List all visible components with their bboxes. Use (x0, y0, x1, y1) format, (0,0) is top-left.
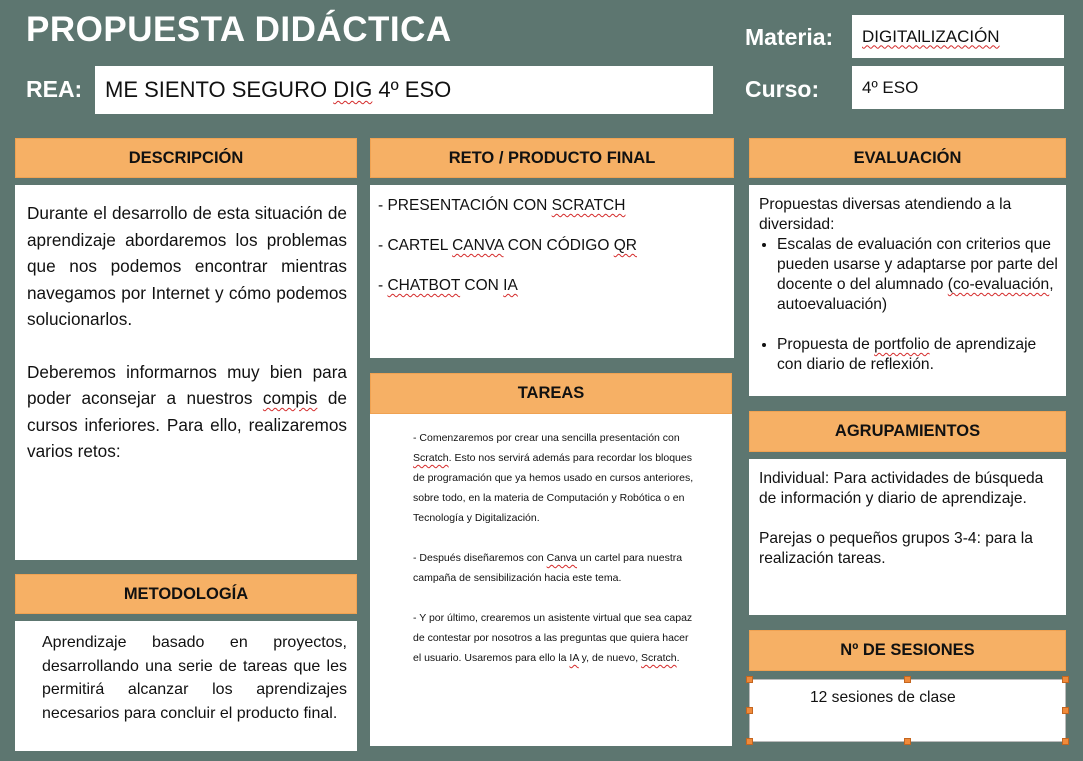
tareas-item-3-c: y, de nuevo, (578, 652, 642, 664)
evaluacion-intro: Propuestas diversas atendiendo a la diversidad: (759, 196, 1012, 233)
evaluacion-header: EVALUACIÓN (749, 138, 1066, 178)
evaluacion-box (749, 185, 1066, 396)
reto-item-2-c: CON CÓDIGO (503, 237, 614, 254)
tareas-item-2-c: un cartel para nuestra campaña de sensibilización hacia este tema. (413, 552, 683, 584)
reto-item-2-b: CANVA (452, 237, 504, 254)
curso-field[interactable] (852, 66, 1064, 109)
resize-handle-top-center[interactable] (904, 676, 911, 683)
evaluacion-bullet-1-a: Escalas de evaluación con criterios que pueden usarse y adaptarse por parte del docente o del alumnado (777, 236, 1058, 293)
descripcion-box (15, 185, 357, 560)
evaluacion-bullet-1-c: , autoevaluación) (777, 276, 1054, 313)
tareas-item-3-e: . (676, 652, 680, 664)
resize-handle-top-left[interactable] (746, 676, 753, 683)
rea-field[interactable] (95, 66, 713, 114)
evaluacion-bullet-1-b: (co-evaluación (947, 276, 1050, 293)
evaluacion-bullet-2-b: portfolio (874, 336, 930, 353)
resize-handle-bottom-right[interactable] (1062, 738, 1069, 745)
agrupamientos-paragraph-2: Parejas o pequeños grupos 3-4: para la realización tareas. (759, 530, 1033, 567)
reto-item-3-d: IA (503, 277, 518, 294)
resize-handle-middle-left[interactable] (746, 707, 753, 714)
tareas-item-3-b: IA (569, 652, 579, 664)
curso-label: Curso: (745, 76, 820, 102)
sesiones-text: 12 sesiones de clase (810, 689, 956, 706)
tareas-item-3 (413, 608, 696, 668)
rea-value-c: 4º ESO (372, 77, 452, 102)
metodologia-header: METODOLOGÍA (15, 574, 357, 614)
descripcion-paragraph-2 (27, 359, 347, 465)
reto-header: RETO / PRODUCTO FINAL (370, 138, 734, 178)
evaluacion-bullet-2-a: Propuesta de (777, 336, 875, 353)
sesiones-box[interactable] (749, 679, 1066, 742)
sesiones-header: Nº DE SESIONES (749, 630, 1066, 671)
rea-value-b: DIG (333, 77, 373, 102)
page-title: PROPUESTA DIDÁCTICA (26, 10, 452, 49)
descripcion-p2-b: compis (262, 388, 318, 408)
tareas-item-1 (413, 428, 696, 528)
descripcion-header: DESCRIPCIÓN (15, 138, 357, 178)
reto-item-3-b: CHATBOT (387, 277, 461, 294)
tareas-item-1-b: Scratch (413, 452, 449, 464)
tareas-item-3-a: - Y por último, crearemos un asistente virtual que sea capaz de contestar por nosotros a las preguntas que quiera hacer el usuario. Usaremos para ello la (413, 612, 693, 664)
descripcion-p2-c: de cursos inferiores. Para ello, realizaremos varios retos: (27, 388, 347, 461)
rea-value-a: ME SIENTO SEGURO (105, 77, 334, 102)
tareas-item-3-d: Scratch (641, 652, 677, 664)
reto-item-1-b: SCRATCH (551, 197, 626, 214)
reto-item-1-a: - PRESENTACIÓN CON (378, 197, 552, 214)
evaluacion-bullet-2-c: de aprendizaje con diario de reflexión. (777, 336, 1037, 373)
reto-item-2-a: - CARTEL (378, 237, 453, 254)
descripcion-paragraph-1: Durante el desarrollo de esta situación de aprendizaje abordaremos los problemas que nos podemos encontrar mientras navegamos por Internet y cómo podemos solucionarlos. (27, 203, 347, 329)
tareas-item-1-c: . Esto nos servirá además para recordar los bloques de programación que ya hemos usado en cursos anteriores, sobre todo, en la materia de Computación y Robótica o en Tecnología y Digitalización. (413, 452, 694, 524)
descripcion-p2-a: Deberemos informarnos muy bien para poder aconsejar a nuestros (27, 361, 347, 408)
reto-item-3-c: CON (460, 277, 504, 294)
agrupamientos-header: AGRUPAMIENTOS (749, 411, 1066, 452)
agrupamientos-paragraph-1: Individual: Para actividades de búsqueda de información y diario de aprendizaje. (759, 470, 1044, 507)
materia-field[interactable] (852, 15, 1064, 58)
reto-item-3 (378, 277, 724, 317)
rea-label: REA: (26, 76, 83, 102)
reto-box (370, 185, 734, 358)
reto-item-1 (378, 197, 724, 237)
tareas-item-1-a: - Comenzaremos por crear una sencilla presentación con (413, 432, 680, 444)
materia-label: Materia: (745, 24, 834, 50)
metodologia-box (15, 621, 357, 751)
tareas-header: TAREAS (370, 373, 732, 414)
resize-handle-bottom-left[interactable] (746, 738, 753, 745)
tareas-item-2 (413, 548, 696, 588)
reto-item-3-a: - (378, 277, 388, 294)
curso-value: 4º ESO (862, 77, 919, 97)
evaluacion-bullet-1 (777, 235, 1058, 315)
reto-item-2 (378, 237, 724, 277)
resize-handle-bottom-center[interactable] (904, 738, 911, 745)
tareas-box (370, 414, 732, 746)
metodologia-text: Aprendizaje basado en proyectos, desarrollando una serie de tareas que les permitirá alcanzar los aprendizajes necesarios para concluir el producto final. (42, 634, 347, 722)
evaluacion-bullet-2 (777, 335, 1058, 375)
resize-handle-top-right[interactable] (1062, 676, 1069, 683)
tareas-item-2-a: - Después diseñaremos con (413, 552, 547, 564)
resize-handle-middle-right[interactable] (1062, 707, 1069, 714)
tareas-item-2-b: Canva (546, 552, 578, 564)
materia-value: DIGITAlLIZACIÓN (862, 26, 1000, 46)
reto-item-2-d: QR (613, 237, 637, 254)
agrupamientos-box (749, 459, 1066, 615)
